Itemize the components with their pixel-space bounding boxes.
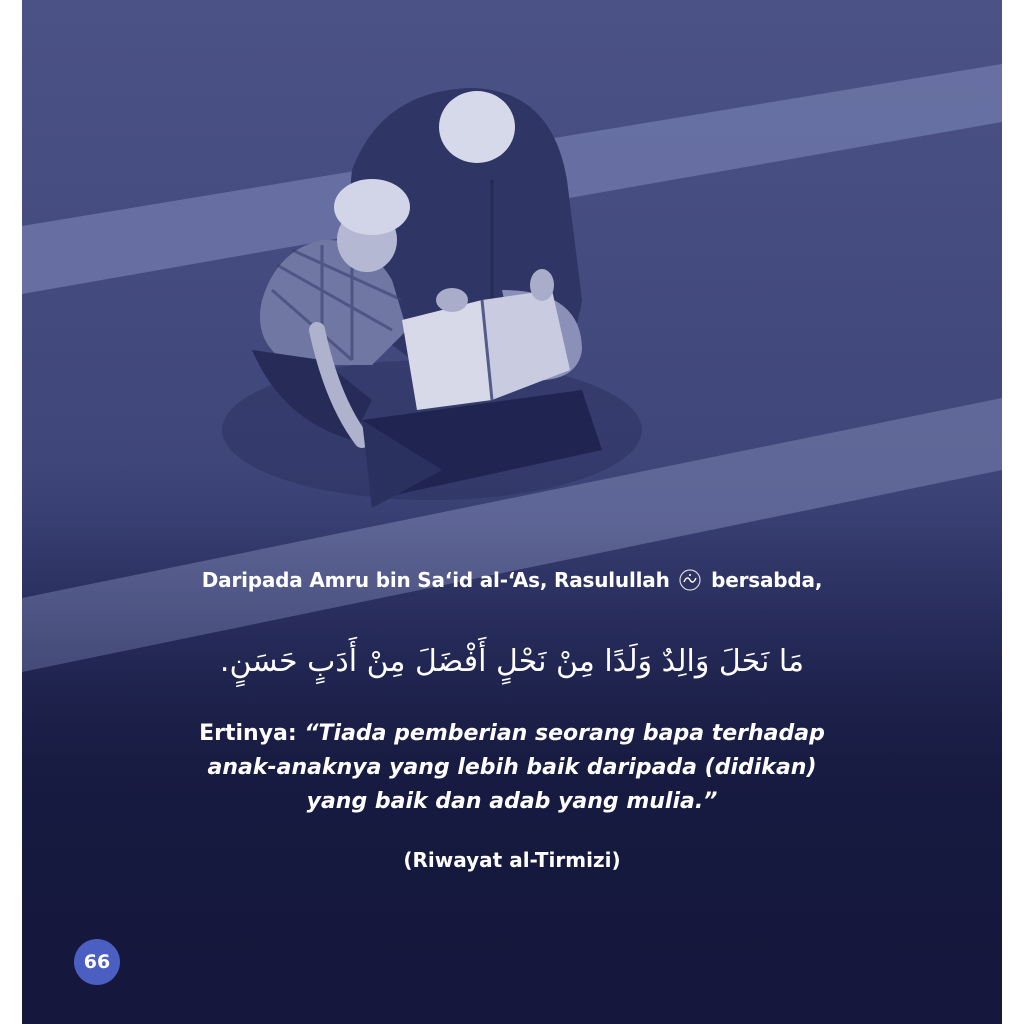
intro-text-after: bersabda, [711,568,823,592]
page-number-badge: 66 [74,939,120,985]
hadith-arabic-text: مَا نَحَلَ وَالِدٌ وَلَدًا مِنْ نَحْلٍ أَفْضَلَ مِنْ أَدَبٍ حَسَنٍ. [219,644,805,679]
translation-line-1: “Tiada pemberian seorang bapa terhadap [304,721,825,746]
intro-text-before: Daripada Amru bin Sa‘id al-‘As, Rasulullah [201,568,670,592]
salawat-calligraphy-icon [679,569,701,591]
translation-label: Ertinya: [199,721,305,746]
translation-line-2: anak-anaknya yang lebih baik daripada (didikan) [207,755,817,780]
translation-line-3: yang baik dan adab yang mulia.” [306,789,718,814]
hadith-introduction [22,568,1002,592]
hadith-source: (Riwayat al-Tirmizi) [403,848,621,872]
hadith-translation [22,717,1002,819]
book-page [22,0,1002,1024]
